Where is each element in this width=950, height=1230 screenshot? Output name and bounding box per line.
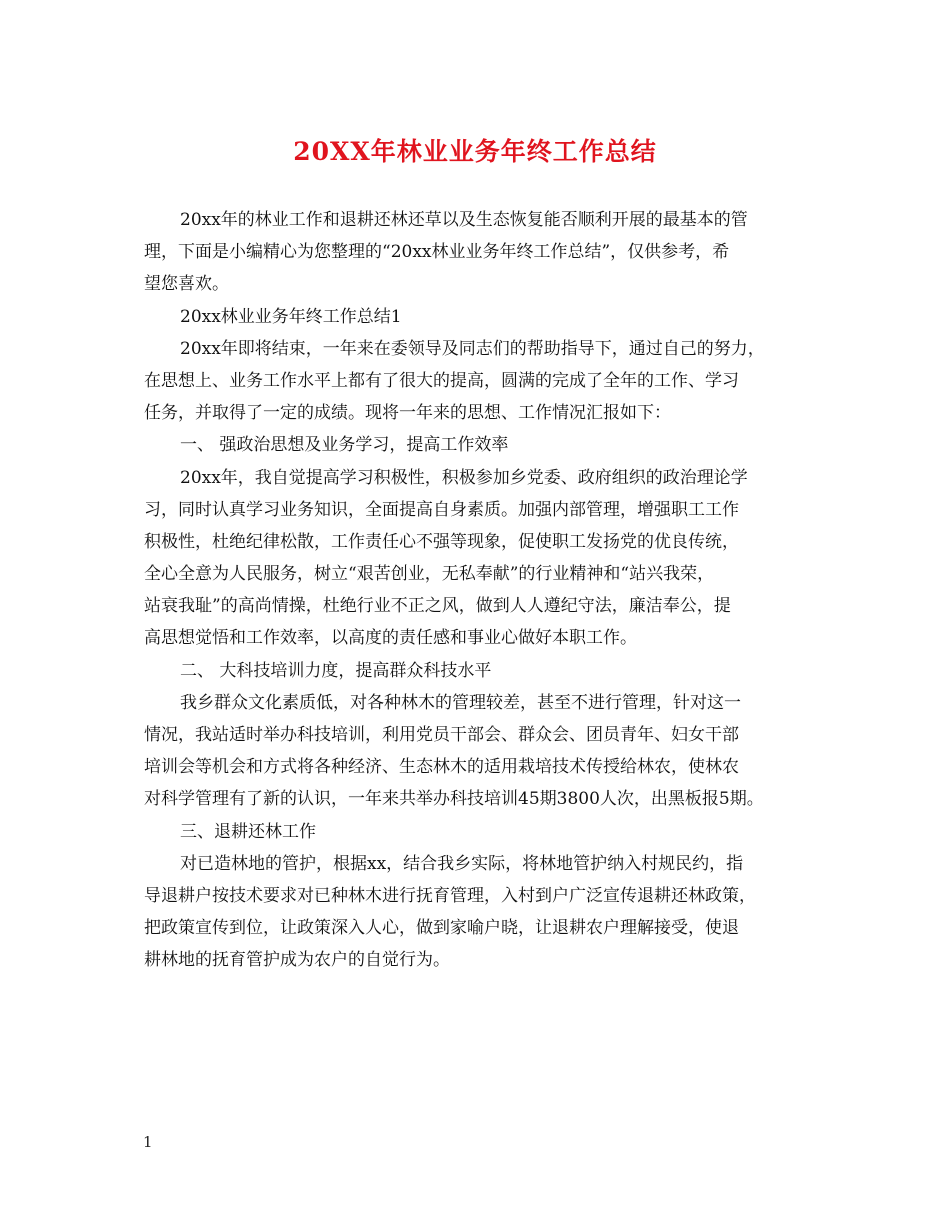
text-line: 导退耕户按技术要求对已种林木进行抚育管理，入村到户广泛宣传退耕还林政策， [144, 885, 756, 906]
text-line: 培训会等机会和方式将各种经济、生态林木的适用栽培技术传授给林农，使林农 [144, 757, 739, 778]
text-line: 把政策宣传到位，让政策深入人心，做到家喻户晓，让退耕农户理解接受，使退 [144, 918, 739, 939]
text-line: 20xx年的林业工作和退耕还林还草以及生态恢复能否顺利开展的最基本的管 [180, 210, 748, 230]
text-line: 对科学管理有了新的认识，一年来共举办科技培训45期3800人次，出黑板报5期。 [144, 789, 764, 810]
text-line: 20xx林业业务年终工作总结1 [180, 306, 402, 327]
document-title: 20XX年林业业务年终工作总结 [293, 137, 657, 166]
text-line: 高思想觉悟和工作效率，以高度的责任感和事业心做好本职工作。 [144, 628, 637, 649]
text-line: 积极性，杜绝纪律松散，工作责任心不强等现象，促使职工发扬党的优良传统， [144, 531, 739, 552]
text-line: 习，同时认真学习业务知识，全面提高自身素质。加强内部管理，增强职工工作 [144, 499, 739, 520]
text-line: 全心全意为人民服务，树立“艰苦创业，无私奉献”的行业精神和“站兴我荣， [144, 564, 715, 585]
text-line: 20xx年，我自觉提高学习积极性，积极参加乡党委、政府组织的政治理论学 [180, 467, 748, 488]
page-number: 1 [143, 1133, 153, 1151]
text-line: 我乡群众文化素质低，对各种林木的管理较差，甚至不进行管理，针对这一 [180, 692, 741, 713]
text-line: 对已造林地的管护，根据xx，结合我乡实际，将林地管护纳入村规民约，指 [180, 853, 744, 874]
text-line: 情况，我站适时举办科技培训，利用党员干部会、群众会、团员青年、妇女干部 [144, 725, 739, 745]
text-line: 在思想上、业务工作水平上都有了很大的提高，圆满的完成了全年的工作、学习 [144, 370, 739, 391]
text-line: 站衰我耻”的高尚情操，杜绝行业不正之风，做到人人遵纪守法，廉洁奉公，提 [144, 596, 731, 617]
document-body [144, 204, 824, 977]
text-line: 三、退耕还林工作 [180, 821, 316, 842]
text-line: 耕林地的抚育管护成为农户的自觉行为。 [144, 950, 450, 971]
text-line: 20xx年即将结束，一年来在委领导及同志们的帮助指导下，通过自己的努力， [180, 338, 765, 359]
text-line: 一、 强政治思想及业务学习，提高工作效率 [180, 435, 509, 456]
text-line: 望您喜欢。 [144, 274, 229, 295]
text-line: 任务，并取得了一定的成绩。现将一年来的思想、工作情况汇报如下： [144, 403, 671, 424]
text-line: 理，下面是小编精心为您整理的“20xx林业业务年终工作总结”，仅供参考，希 [144, 242, 730, 263]
text-line: 二、 大科技培训力度，提高群众科技水平 [180, 660, 492, 681]
